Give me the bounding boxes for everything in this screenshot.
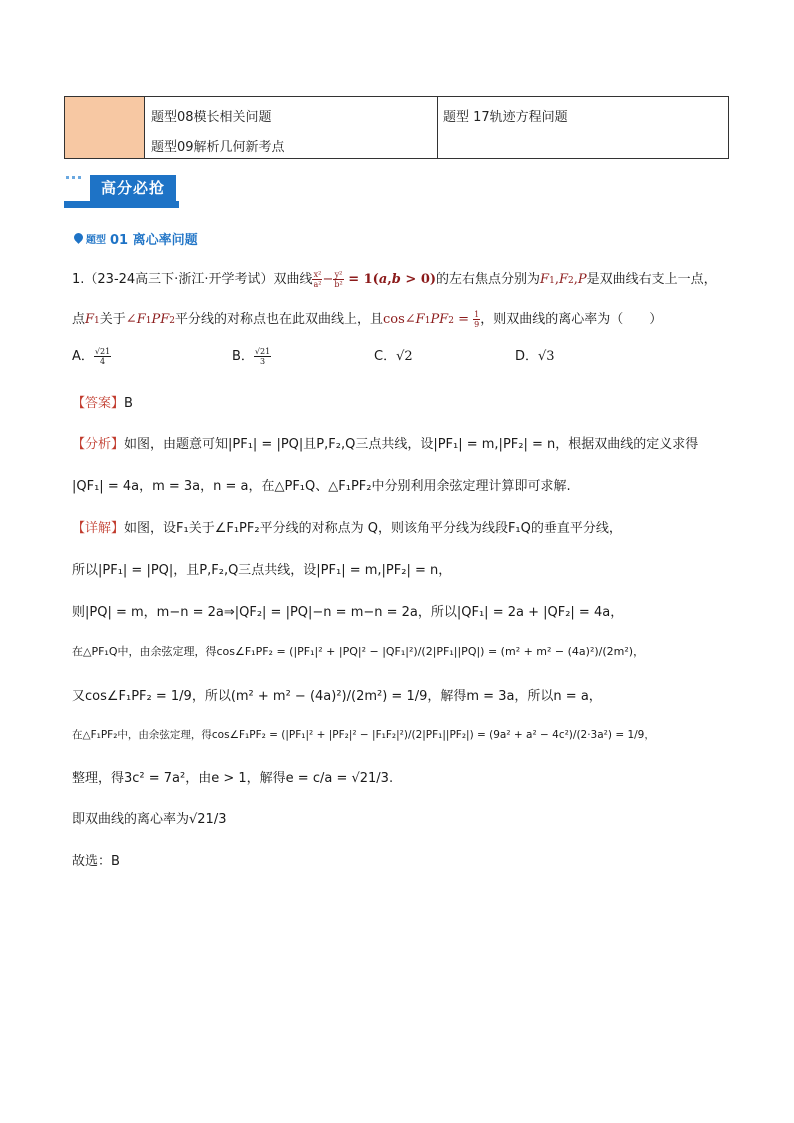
option-c-value: √2: [396, 349, 413, 364]
question-text: 双曲线: [273, 272, 313, 287]
detail-text: 整理，得3c² = 7a²，由e > 1，解得e = c/a = √21/3.: [72, 771, 394, 786]
detail-text: 在△PF₁Q中，由余弦定理，得cos∠F₁PF₂ = (|PF₁|² + |PQ|² − |QF₁|²)/(2|PF₁||PQ|) = (m² + m² − (4a)²)/(2m²)，: [72, 645, 645, 658]
detail-line-1: [72, 517, 622, 536]
answer-tag: 【答案】: [72, 396, 125, 411]
question-source: （23-24高三下·浙江·开学考试）: [84, 272, 274, 287]
option-key: A．: [72, 349, 94, 364]
section-banner: [64, 173, 179, 209]
detail-line-7: [72, 767, 393, 786]
toc-item[interactable]: 题型09解析几何新考点: [151, 140, 285, 155]
banner-stripe: [72, 176, 75, 179]
toc-item[interactable]: 题型 17轨迹方程问题: [443, 110, 568, 125]
option-a-value: $\frac{√21}{4}$: [94, 347, 111, 366]
banner-stripe: [66, 176, 69, 179]
question-text: ，则双曲线的离心率为（ ）: [480, 312, 663, 327]
analysis-line-1: [72, 433, 698, 452]
option-d[interactable]: [515, 345, 555, 364]
question-text: 的左右焦点分别为: [436, 272, 541, 287]
detail-line-8: [72, 808, 226, 827]
option-a[interactable]: [72, 345, 111, 366]
detail-line-5: [72, 685, 602, 704]
detail-line-4: [72, 643, 644, 659]
detail-tag: 【详解】: [72, 521, 125, 536]
toc-table: [64, 96, 729, 159]
option-b-value: $\frac{√21}{3}$: [254, 347, 271, 366]
question-text: 是双曲线右支上一点，: [586, 272, 717, 287]
question-text: 点: [72, 312, 86, 327]
topic-label: 题型: [86, 235, 106, 246]
option-c[interactable]: [374, 345, 413, 364]
answer-value: B: [124, 396, 133, 411]
detail-text: 如图，设F₁关于∠F₁PF₂平分线的对称点为 Q，则该角平分线为线段F₁Q的垂直平分线，: [124, 521, 622, 536]
option-key: B．: [232, 349, 254, 364]
detail-text: 又cos∠F₁PF₂ = 1/9，所以(m² + m² − (4a)²)/(2m²) = 1/9，解得m = 3a，所以n = a，: [72, 689, 602, 704]
banner-base: [64, 201, 179, 208]
detail-text: 在△F₁PF₂中，由余弦定理，得cos∠F₁PF₂ = (|PF₁|² + |PF₂|² − |F₁F₂|²)/(2|PF₁||PF₂|) = (9a² + a² − 4c²)/(2·3a²) = 1/9，: [72, 729, 655, 741]
formula-fraction: $\frac{\text{x²}}{\text{a²}}$: [313, 270, 322, 289]
detail-text: 即双曲线的离心率为√21/3: [72, 812, 227, 827]
analysis-line-2: [72, 475, 571, 494]
banner-title: 高分必抢: [90, 175, 176, 201]
detail-line-6: [72, 727, 655, 742]
option-d-value: √3: [538, 349, 555, 364]
formula-fraction: $\frac{1}{9}$: [474, 310, 480, 329]
option-key: D．: [515, 349, 539, 364]
option-key: C．: [374, 349, 397, 364]
detail-text: 所以|PF₁| = |PQ|，且P,F₂,Q三点共线，设|PF₁| = m,|PF₂| = n，: [72, 563, 452, 578]
detail-text: 故选：B: [72, 854, 120, 869]
topic-title: 01 离心率问题: [110, 233, 198, 248]
question-line-2: 点F1关于∠F1PF2平分线的对称点也在此双曲线上，且cos∠F1PF2 = $\frac{1}{9}$ ，则双曲线的离心率为（ ）: [72, 310, 663, 329]
detail-line-9: [72, 850, 120, 869]
toc-item[interactable]: 题型08模长相关问题: [151, 110, 272, 125]
option-b[interactable]: [232, 345, 271, 366]
question-line-1: 1.（23-24高三下·浙江·开学考试）双曲线 $\frac{\text{x²}}{\text{a²}}$ − $\frac{\text{y²}}{\text{b²}}$ = 1(a,b > 0)的左右焦点分别为F1,F2,P是双曲线右支上一点，: [72, 270, 717, 289]
answer-line: [72, 392, 133, 411]
toc-divider: [437, 97, 438, 158]
toc-shaded-cell: [65, 97, 145, 158]
location-pin-icon: [72, 231, 85, 244]
analysis-tag: 【分析】: [72, 437, 125, 452]
analysis-text: 如图，由题意可知|PF₁| = |PQ|且P,F₂,Q三点共线，设|PF₁| = m,|PF₂| = n，根据双曲线的定义求得: [124, 437, 699, 452]
banner-stripe: [78, 176, 81, 179]
analysis-text: |QF₁| = 4a，m = 3a，n = a，在△PF₁Q、△F₁PF₂中分别利用余弦定理计算即可求解.: [72, 479, 571, 494]
question-text: 平分线的对称点也在此双曲线上，且: [174, 312, 383, 327]
question-text: 关于: [99, 312, 126, 327]
detail-text: 则|PQ| = m，m−n = 2a⇒|QF₂| = |PQ|−n = m−n = 2a，所以|QF₁| = 2a + |QF₂| = 4a，: [72, 605, 624, 620]
detail-line-3: [72, 601, 623, 620]
formula-fraction: $\frac{\text{y²}}{\text{b²}}$: [334, 270, 343, 289]
detail-line-2: [72, 559, 451, 578]
question-number: 1.: [72, 272, 85, 287]
